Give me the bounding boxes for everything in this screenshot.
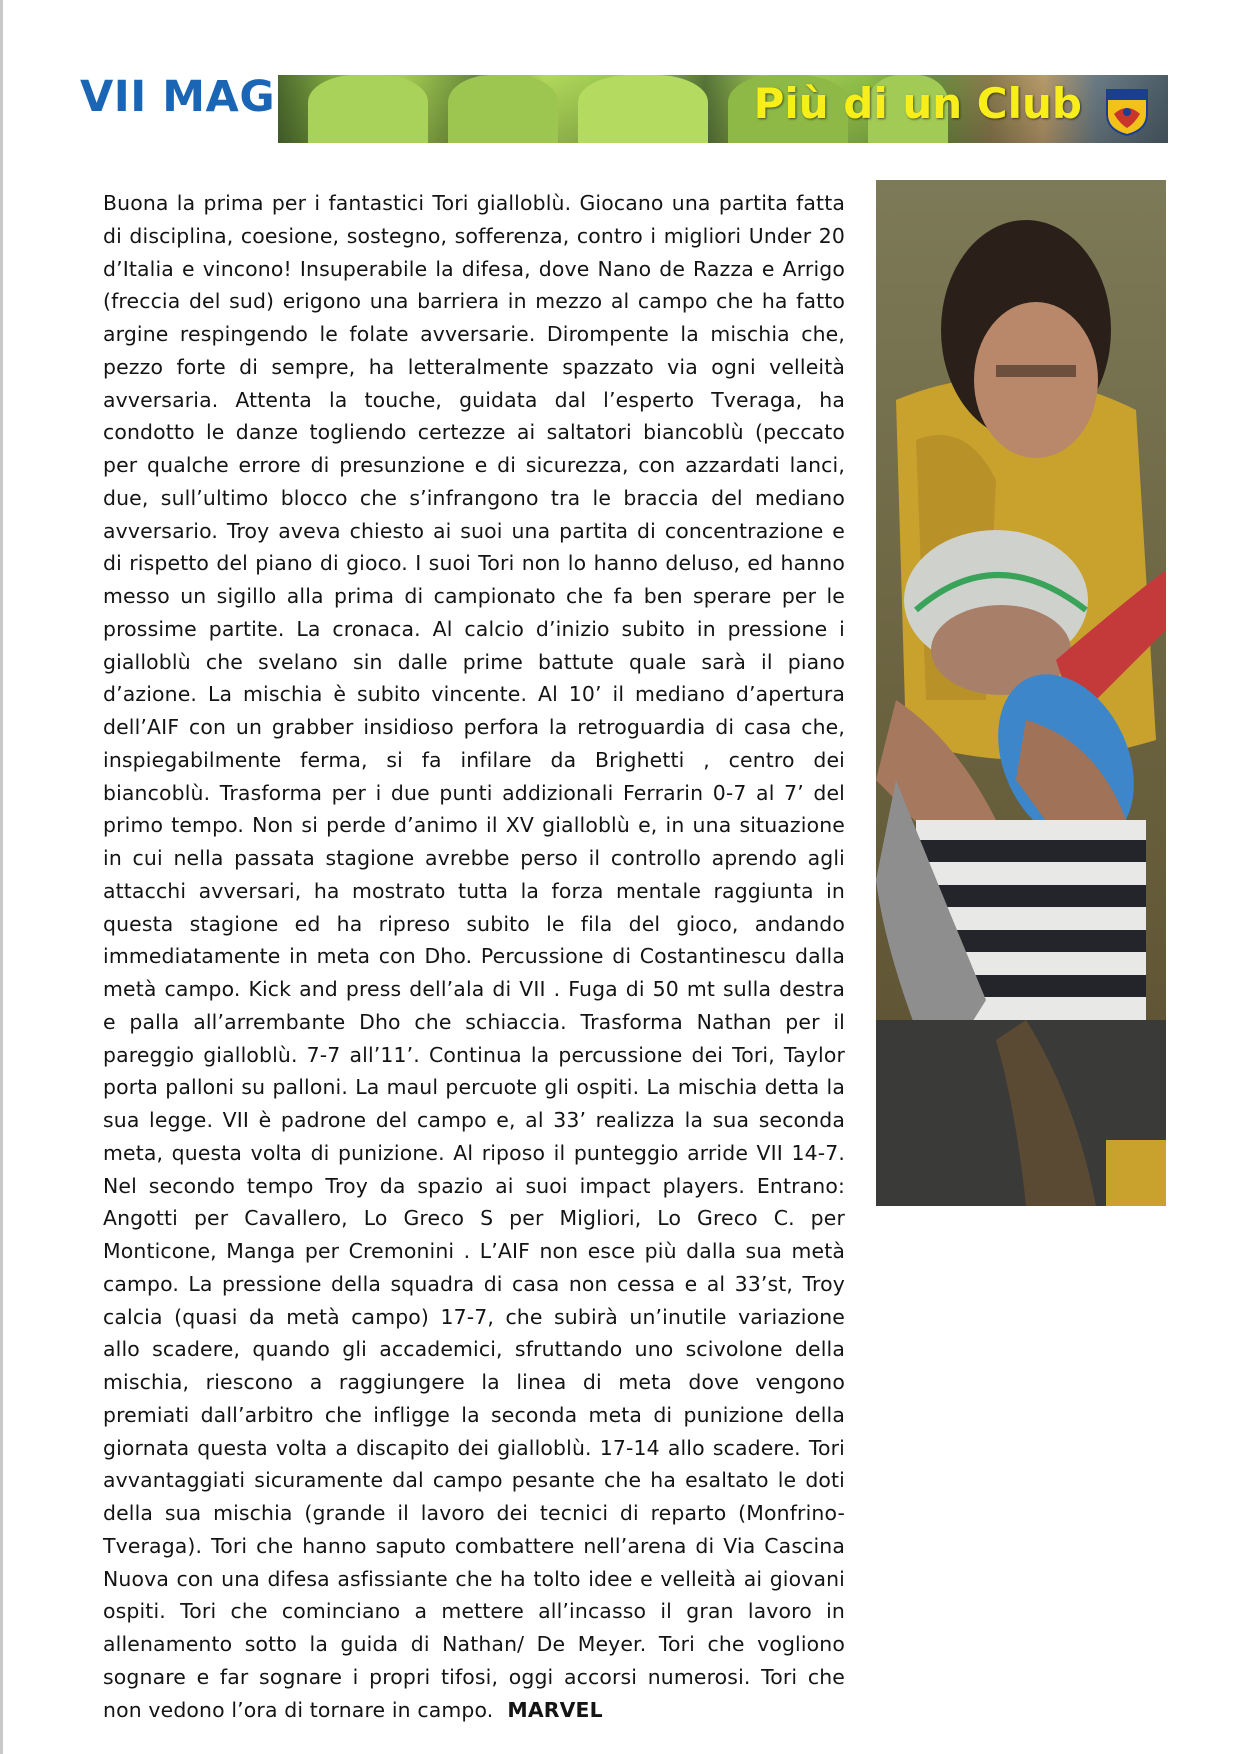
masthead-title: VII MAG	[80, 72, 276, 122]
club-shield-badge-icon	[1104, 84, 1150, 136]
author-signature: MARVEL	[507, 1697, 603, 1722]
banner-title: Più di un Club	[753, 79, 1082, 128]
page-edge-rule	[0, 0, 3, 1754]
rugby-tackle-photo-icon	[876, 180, 1166, 1206]
article-text: Buona la prima per i fantastici Tori giallоblù. Giocano una partita fatta di disciplina, coesione, sostegno, sofferenza, contro i migliori Under 20 d’Italia e vincono! Insuperabile la difesa, dove Nano de Razza e Arrigo (freccia del sud) erigono una barriera in mezzo al campo che ha fatto argine respingendo le folate avversarie. Dirompente la mischia che, pezzo forte di sempre, ha letteralmente spazzato via ogni velleità avversaria. Attenta la touche, guidata dal l’esperto Tveraga, ha condotto le danze togliendo certezze ai saltatori biancoblù (peccato per qualche errore di presunzione e di sicurezza, con azzardati lanci, due, sull’ultimo blocco che s’infrangono tra le braccia del mediano avversario. Troy aveva chiesto ai suoi una partita di concentrazione e di rispetto del piano di gioco. I suoi Tori non lo hanno deluso, ed hanno messo un sigillo alla prima di campionato che fa ben sperare per le prossime partite. La cronaca. Al calcio d’inizio subito in pressione i gialloblù che svelano sin dalle prime battute quale sarà il piano d’azione. La mischia è subito vincente. Al 10’ il mediano d’apertura dell’AIF con un grabber insidioso perfora la retroguardia di casa che, inspiegabilmente ferma, si fa infilare da Brighetti , centro dei biancoblù. Trasforma per i due punti addizionali Ferrarin 0-7 al 7’ del primo tempo. Non si perde d’animo il XV gialloblù e, in una situazione in cui nella passata stagione avrebbe perso il controllo aprendo agli attacchi avversari, ha mostrato tutta la forza mentale raggiunta in questa stagione ed ha ripreso subito le fila del gioco, andando immediatamente in meta con Dho. Percussione di Costantinescu dalla metà campo. Kick and press dell’ala di VII . Fuga di 50 mt sulla destra e palla all’arrembante Dho che schiaccia. Trasforma Nathan per il pareggio gialloblù. 7-7 all’11’. Continua la percussione dei Tori, Taylor porta palloni su palloni. La maul percuote gli ospiti. La mischia detta la sua legge. VII è padrone del campo e, al 33’ realizza la sua seconda meta, questa volta di punizione. Al riposo il punteggio arride VII 14-7. Nel secondo tempo Troy da spazio ai suoi impact players. Entrano: Angotti per Cavallero, Lo Greco S per Migliori, Lo Greco C. per Monticone, Manga per Cremonini . L’AIF non esce più dalla sua metà campo. La pressione della squadra di casa non cessa e al 33’st, Troy calcia (quasi da metà campo) 17-7, che subirà un’inutile variazione allo scadere, quando gli accademici, sfruttando uno scivolone della mischia, riescono a raggiungere la linea di meta dove vengono premiati dall’arbitro che infligge la seconda meta di punizione della giornata questa volta a discapito dei gialloblù. 17-14 allo scadere. Tori avvantaggiati sicuramente dal campo pesante che ha esaltato le doti della sua mischia (grande il lavoro dei tecnici di reparto (Monfrino-Tveraga). Tori che hanno saputo combattere nell’arena di Via Cascina Nuova con una difesa asfissiante che ha tolto idee e velleità ai giovani ospiti. Tori che cominciano a mettere all’incasso il gran lavoro in allenamento sotto la guida di Nathan/ De Meyer. Tori che vogliono sognare e far sognare i propri tifosi, oggi accorsi numerosi. Tori che non vedono l’ora di tornare in campo.	[103, 191, 845, 1722]
banner-player-figure	[578, 75, 708, 143]
header-banner	[278, 75, 1168, 143]
banner-player-figure	[308, 75, 428, 143]
banner-player-figure	[448, 75, 558, 143]
article-body	[103, 187, 845, 1726]
